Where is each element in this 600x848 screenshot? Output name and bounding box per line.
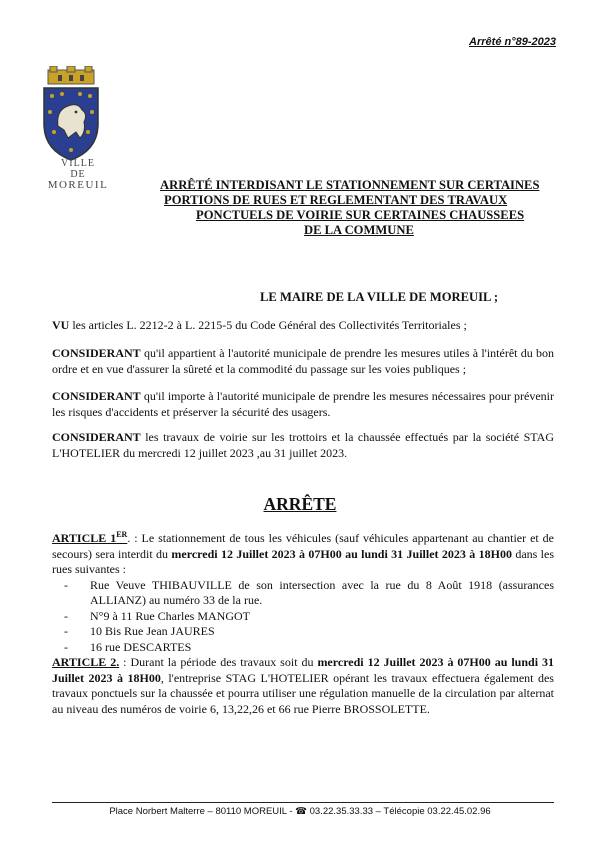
article-1 — [52, 527, 554, 655]
street-item: - N°9 à 11 Rue Charles MANGOT — [52, 609, 554, 625]
preamble-text: les travaux de voirie sur les trottoirs et la chaussée effectués par la société STAG L'HOTELIER du mercredi 12 juillet 2023 ,au 31 juillet 2023. — [52, 430, 554, 460]
title-line-3: PONCTUELS DE VOIRIE SUR CERTAINES CHAUSSEES — [196, 208, 525, 222]
article-1-text-b: dans les rues suivantes : — [52, 546, 554, 576]
coat-of-arms-icon — [38, 66, 104, 162]
preamble-lead: CONSIDERANT — [52, 389, 141, 403]
street-item: - 16 rue DESCARTES — [52, 640, 554, 656]
preamble-considerant-1 — [52, 346, 554, 377]
article-1-label — [52, 531, 127, 545]
footer-address: Place Norbert Malterre – 80110 MOREUIL - ☎ 03.22.35.33.33 – Télécopie 03.22.45.02.96 — [109, 806, 491, 817]
decree-title — [160, 178, 540, 238]
mayor-statement: LE MAIRE DE LA VILLE DE MOREUIL ; — [260, 290, 499, 304]
street-item: - Rue Veuve THIBAUVILLE de son intersection avec la rue du 8 Août 1918 (assurances ALLIANZ) au numéro 33 de la rue. — [52, 578, 554, 609]
article-2-text: , l'entreprise STAG L'HOTELIER opérant les travaux effectuera également des travaux ponctuels sur la chaussée et pourra utiliser une régulation manuelle de la circulation par alternat au niveau des numéros de voirie 6, 13,22,26 et 66 rue Pierre BROSSOLETTE. — [52, 670, 554, 716]
article-2 — [52, 655, 554, 717]
preamble-text: les articles L. 2212-2 à L. 2215-5 du Code Général des Collectivités Territoriales ; — [69, 318, 467, 332]
street-item: - 10 Bis Rue Jean JAURES — [52, 624, 554, 640]
town-line-2: DE — [70, 169, 86, 180]
preamble-considerant-2 — [52, 389, 554, 420]
decree-reference: Arrêté n°89-2023 — [469, 36, 556, 48]
article-2-label: ARTICLE 2. — [52, 655, 120, 669]
preamble-text: qu'il importe à l'autorité municipale de prendre les mesures nécessaires pour prévenir les risques d'accidents et préserver la sécurité des usagers. — [52, 389, 554, 419]
arrete-heading: ARRÊTE — [263, 494, 337, 514]
street-list — [52, 578, 554, 656]
article-1-number: ARTICLE 1 — [52, 531, 117, 545]
preamble-considerant-3 — [52, 430, 554, 461]
preamble-text: qu'il appartient à l'autorité municipale de prendre les mesures utiles à l'intérêt du bon ordre et en vue d'assurer la sûreté et la commodité du passage sur les voies publiques ; — [52, 346, 554, 376]
preamble-lead: CONSIDERANT — [52, 346, 141, 360]
town-line-3: MOREUIL — [47, 179, 109, 191]
article-1-dates: mercredi 12 Juillet 2023 à 07H00 au lundi 31 Juillet 2023 à 18H00 — [171, 546, 512, 561]
town-name — [38, 158, 118, 191]
article-2-sep: : Durant la période des travaux soit du — [119, 655, 318, 669]
article-2-dates: mercredi 12 Juillet 2023 à 07H00 au lundi 31 Juillet 2023 à 18H00 — [52, 655, 554, 685]
footer-divider — [52, 802, 554, 803]
article-1-sup: ER — [116, 530, 128, 539]
town-line-1: VILLE — [61, 158, 95, 169]
preamble-lead: VU — [52, 318, 70, 332]
title-line-4: DE LA COMMUNE — [304, 223, 414, 237]
title-line-1: ARRÊTÉ INTERDISANT LE STATIONNEMENT SUR CERTAINES — [160, 178, 540, 192]
article-1-sep: . : — [127, 531, 142, 545]
preamble-lead: CONSIDERANT — [52, 430, 141, 444]
preamble-vu — [52, 318, 554, 334]
title-line-2: PORTIONS DE RUES ET REGLEMENTANT DES TRAVAUX — [164, 193, 508, 207]
article-1-text-a: Le stationnement de tous les véhicules (sauf véhicules appartenant au chantier et de secours) sera interdit du — [52, 531, 554, 561]
